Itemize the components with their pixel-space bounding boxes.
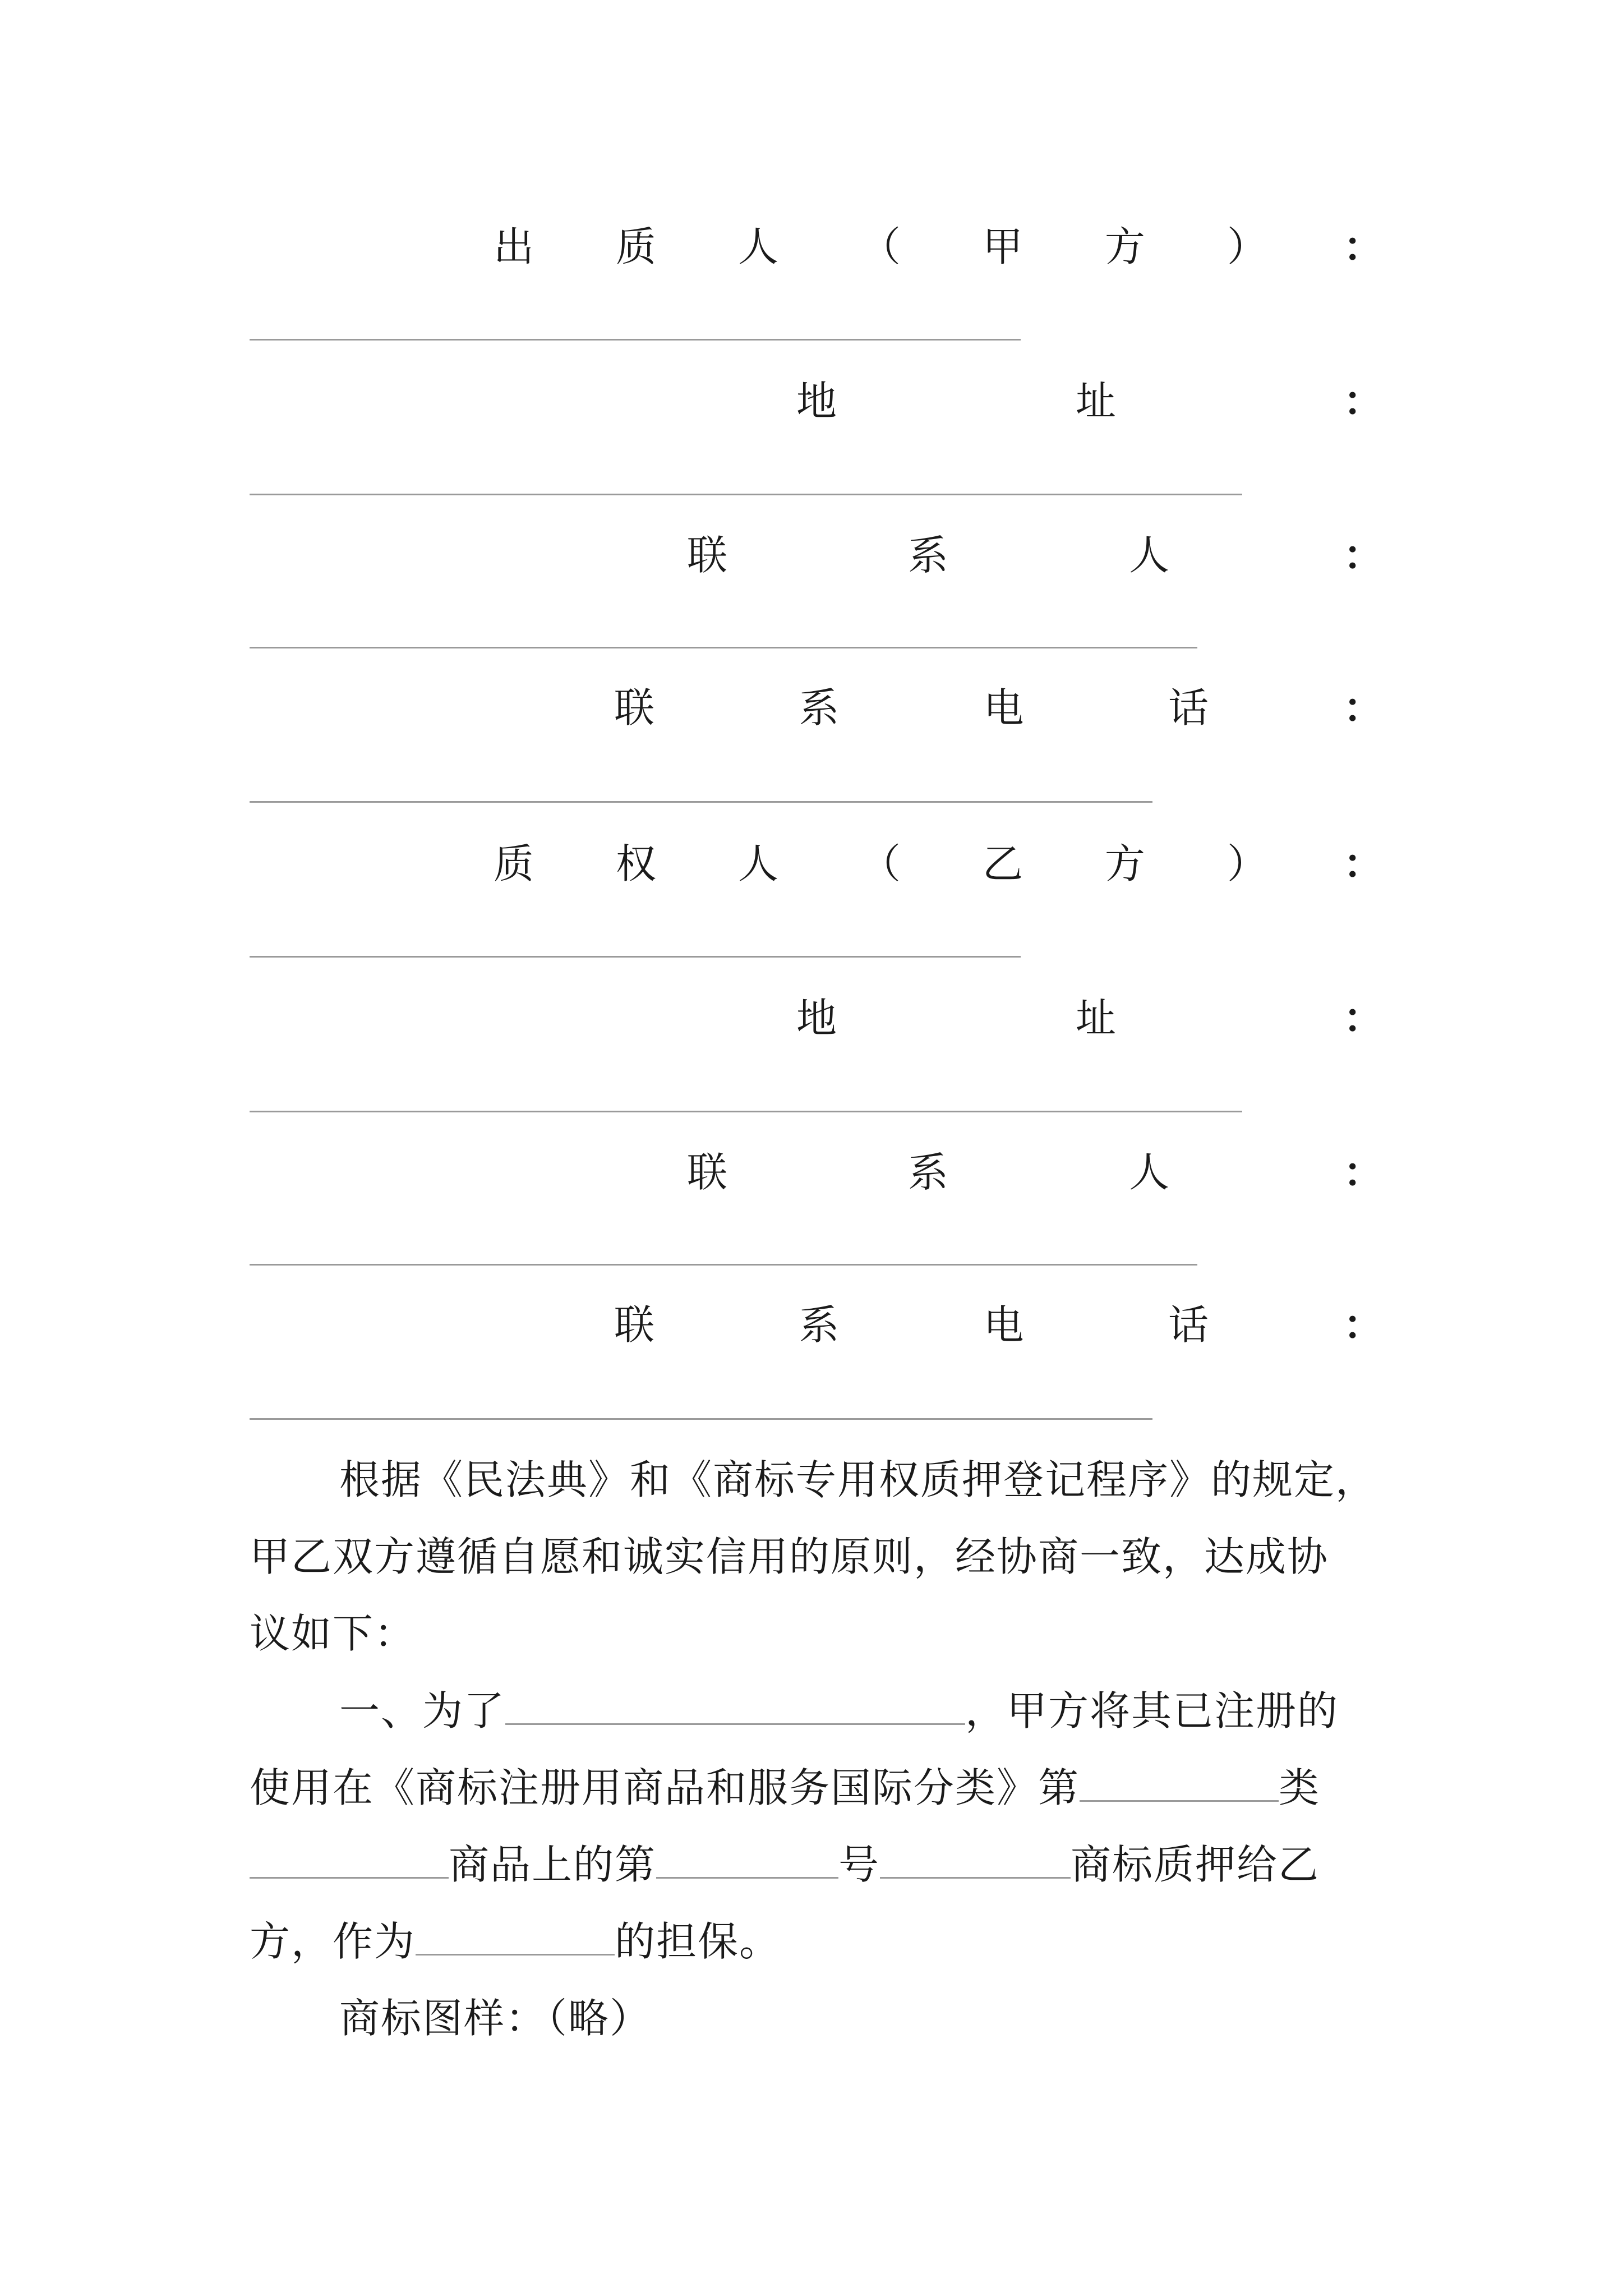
clause-line (250, 1903, 1394, 1980)
pledgor-phone-colon: ： (1343, 684, 1384, 731)
label-char: 质 (615, 223, 656, 270)
label-char: 人 (1128, 532, 1169, 579)
label-char: 话 (1168, 684, 1209, 731)
guarantee-blank[interactable] (416, 1910, 615, 1955)
clause-text: 商品上的第 (449, 1841, 657, 1888)
label-char: 系 (907, 532, 948, 579)
label-char: 地 (796, 378, 837, 425)
clause-line (250, 1826, 1394, 1903)
pledgor-name-line (250, 339, 1021, 341)
pledgee-contact-line (250, 1264, 1197, 1266)
label-char: ） (1227, 840, 1267, 887)
pledgee-phone-line (250, 1418, 1152, 1420)
clause-text: 方，作为 (250, 1918, 416, 1965)
pledgee-address-colon: ： (1343, 994, 1384, 1042)
trademark-name-blank[interactable] (880, 1833, 1071, 1879)
label-char: 联 (614, 1301, 655, 1349)
label-char: 话 (1168, 1301, 1209, 1349)
registration-number-blank[interactable] (656, 1833, 838, 1879)
pledgor-phone-label (614, 680, 1209, 736)
clause-line (250, 1750, 1394, 1826)
label-char: 权 (615, 840, 656, 887)
pledgor-contact-colon: ： (1343, 531, 1384, 579)
label-char: 出 (494, 223, 534, 270)
pledgee-title-colon: ： (1343, 840, 1384, 887)
label-char: （ (860, 223, 901, 270)
trademark-sample-line: 商标图样：（略） (339, 1995, 652, 2042)
pledgor-address-line (250, 494, 1242, 495)
class-number-blank[interactable] (1080, 1756, 1279, 1802)
intro-line: 根据《民法典》和《商标专用权质押登记程序》的规定， (339, 1456, 1377, 1503)
label-char: 电 (983, 1301, 1024, 1349)
goods-blank[interactable] (250, 1833, 449, 1879)
pledgor-address-colon: ： (1343, 377, 1384, 425)
label-char: 址 (1075, 995, 1116, 1042)
label-char: 质 (494, 840, 534, 887)
pledgor-title-label (494, 219, 1267, 275)
label-char: 联 (614, 684, 655, 731)
clause-text: 的担保。 (615, 1918, 781, 1965)
pledgee-contact-colon: ： (1343, 1148, 1384, 1196)
label-char: （ (860, 840, 901, 887)
label-char: 地 (796, 995, 837, 1042)
label-char: 乙 (982, 840, 1023, 887)
pledgee-contact-label (687, 1144, 1169, 1200)
label-char: 址 (1075, 378, 1116, 425)
label-char: 人 (737, 840, 778, 887)
label-char: 人 (737, 223, 778, 270)
clause-text: 类 (1279, 1764, 1321, 1811)
clause-text: 使用在《商标注册用商品和服务国际分类》第 (250, 1764, 1080, 1811)
intro-line: 议如下： (250, 1610, 416, 1657)
label-char: 系 (799, 684, 840, 731)
label-char: 方 (1104, 840, 1145, 887)
pledgor-title-colon: ： (1343, 223, 1384, 270)
pledgor-contact-label (687, 527, 1169, 583)
purpose-blank[interactable] (505, 1680, 965, 1725)
clause-text: ，甲方将其已注册的 (965, 1687, 1339, 1734)
clause-text: 一、为了 (339, 1687, 506, 1734)
label-char: 方 (1104, 223, 1145, 270)
clause-1 (250, 1673, 1394, 1980)
clause-line (250, 1673, 1394, 1750)
pledgee-address-label (796, 990, 1116, 1046)
label-char: 系 (799, 1301, 840, 1349)
clause-text: 商标质押给乙 (1071, 1841, 1320, 1888)
pledgee-address-line (250, 1111, 1242, 1112)
intro-line: 甲乙双方遵循自愿和诚实信用的原则，经协商一致，达成协 (250, 1533, 1329, 1580)
label-char: 人 (1128, 1149, 1169, 1196)
pledgor-contact-line (250, 647, 1197, 648)
label-char: 联 (687, 1149, 728, 1196)
label-char: 联 (687, 532, 728, 579)
pledgor-phone-line (250, 801, 1152, 803)
label-char: ） (1227, 223, 1267, 270)
pledgee-title-label (494, 836, 1267, 892)
clause-text: 号 (838, 1841, 880, 1888)
label-char: 电 (983, 684, 1024, 731)
intro-paragraph (250, 1442, 1394, 1672)
label-char: 甲 (982, 223, 1023, 270)
pledgee-phone-colon: ： (1343, 1301, 1384, 1349)
pledgee-name-line (250, 956, 1021, 958)
pledgee-phone-label (614, 1297, 1209, 1353)
label-char: 系 (907, 1149, 948, 1196)
pledgor-address-label (796, 373, 1116, 429)
